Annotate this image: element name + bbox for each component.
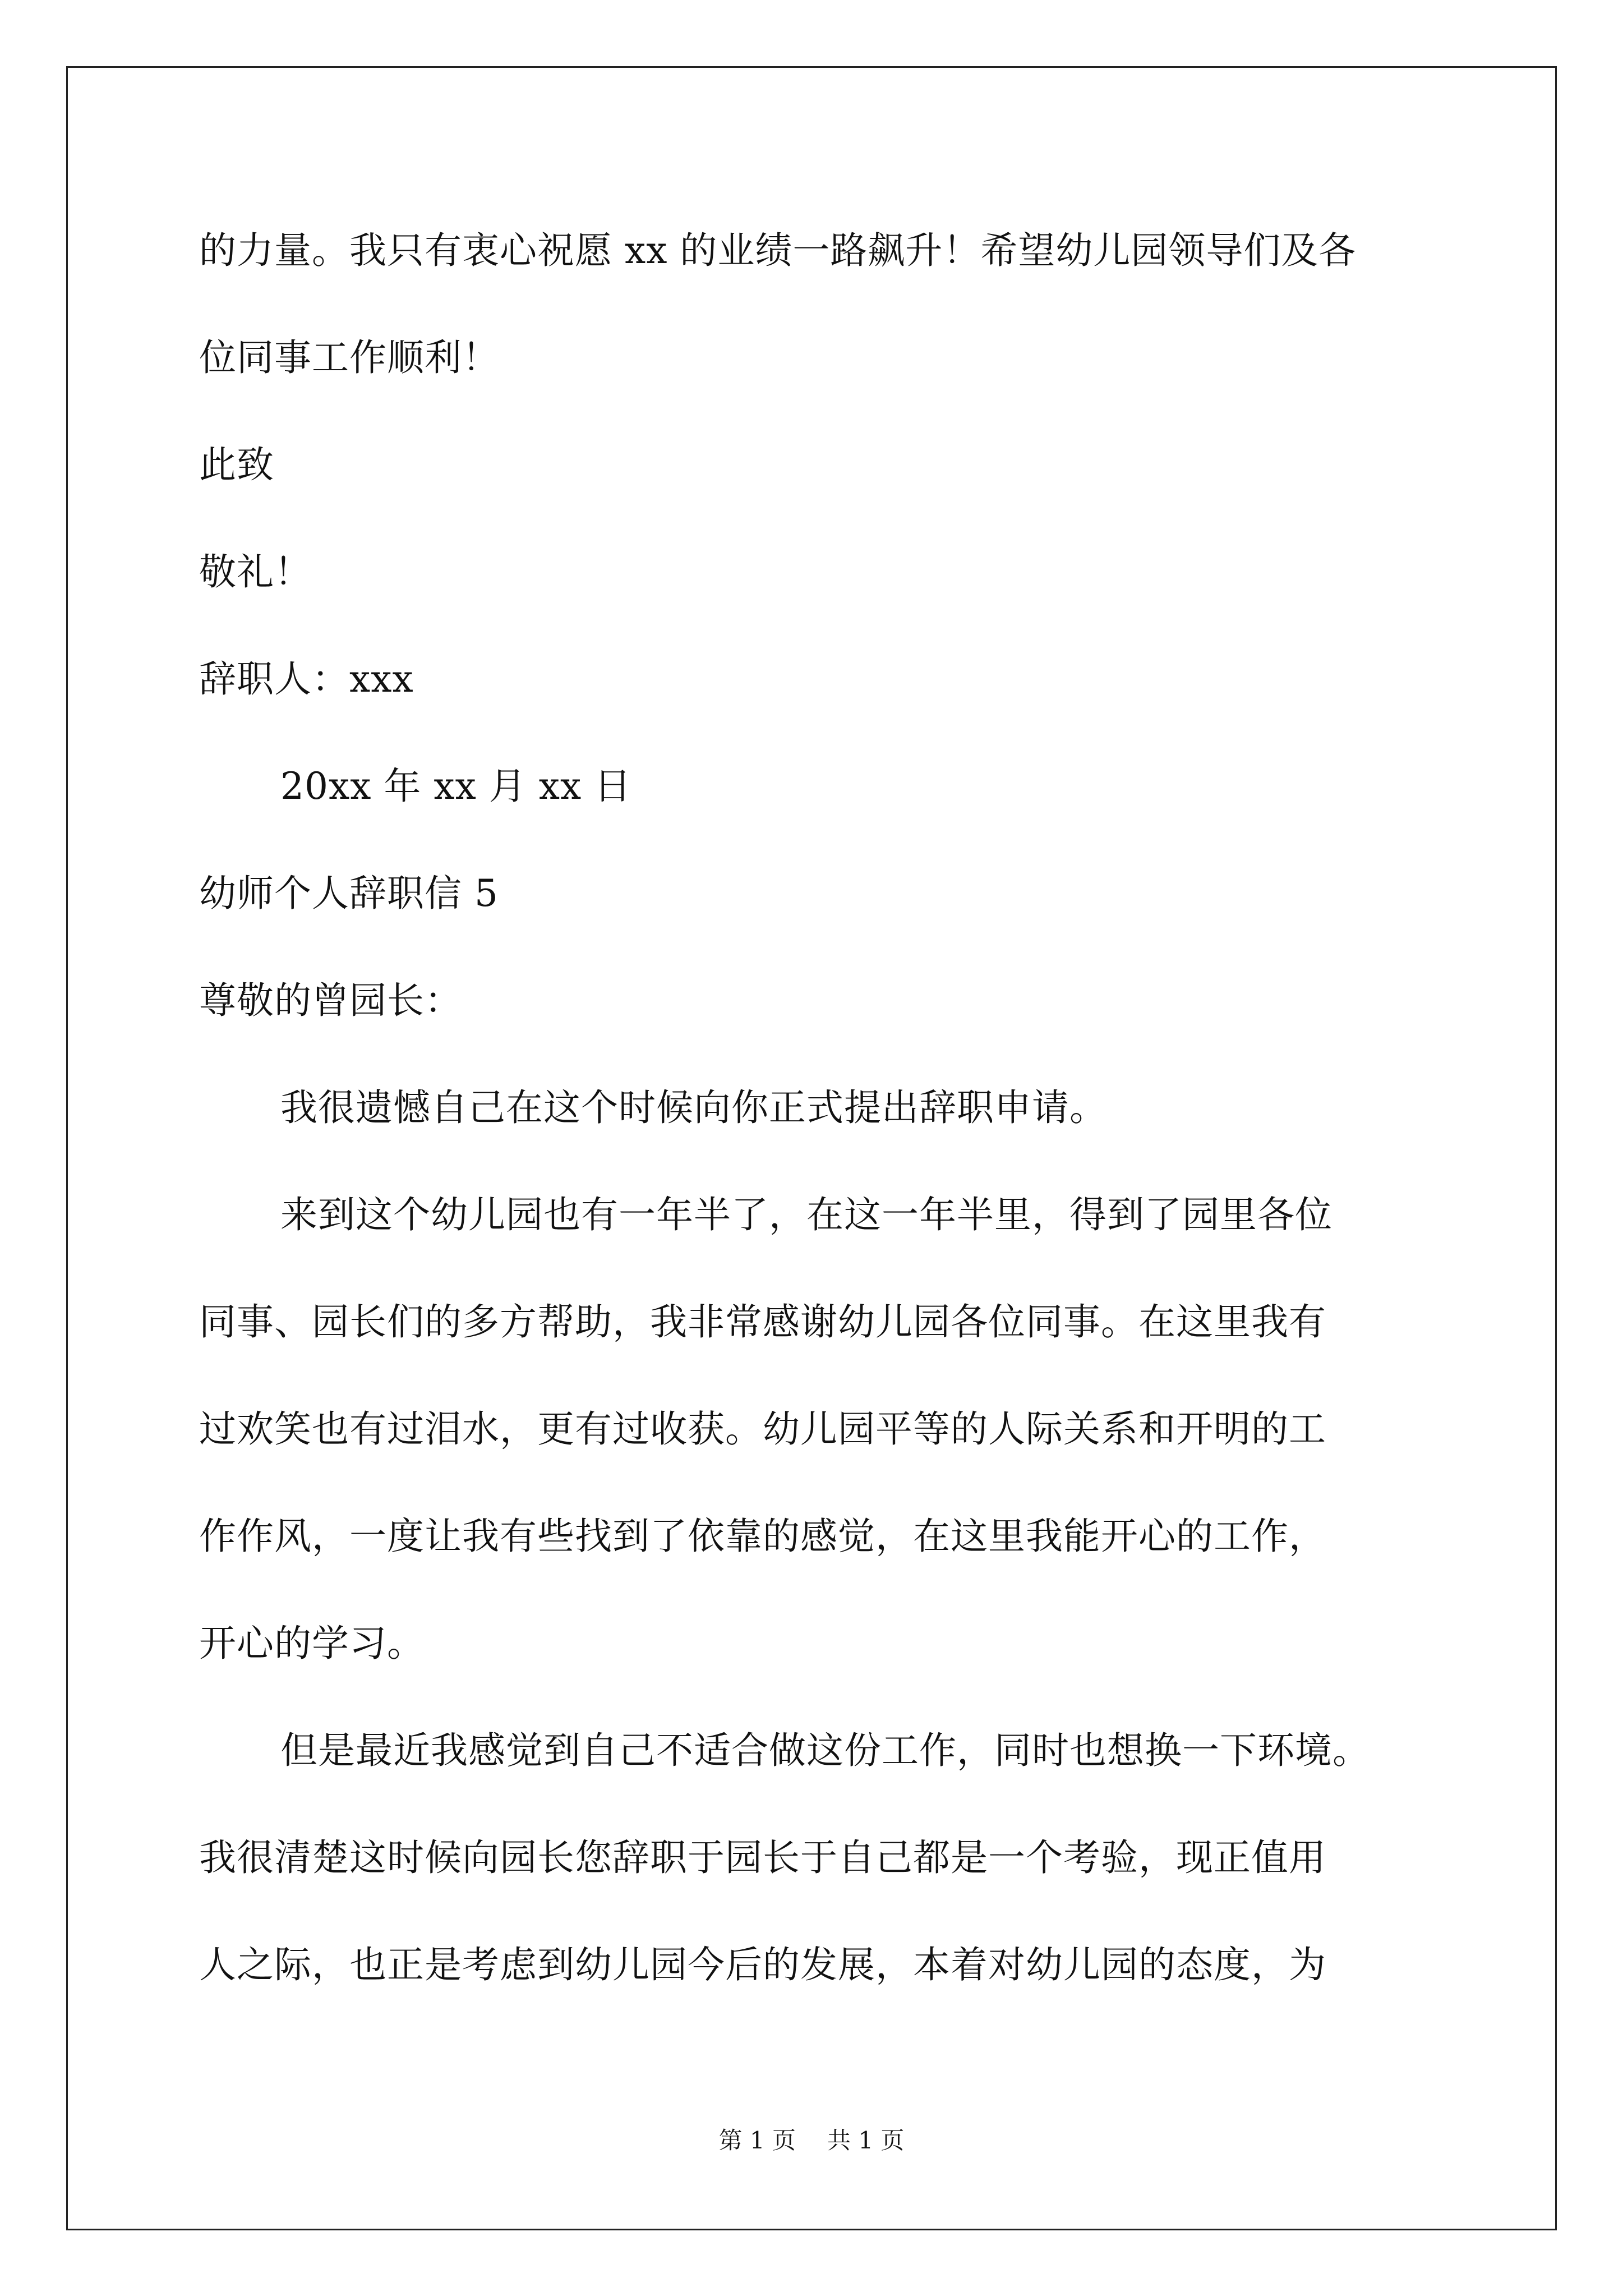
text-line-17: 人之际，也正是考虑到幼儿园今后的发展，本着对幼儿园的态度，为 <box>199 1943 1326 1986</box>
page-footer <box>0 2129 1623 2152</box>
text-line-6: 20xx 年 xx 月 xx 日 <box>280 765 632 808</box>
text-line-16: 我很清楚这时候向园长您辞职于园长于自己都是一个考验，现正值用 <box>199 1836 1326 1879</box>
text-line-9: 我很遗憾自己在这个时候向你正式提出辞职申请。 <box>280 1086 1107 1129</box>
text-line-2: 位同事工作顺利！ <box>199 336 500 379</box>
text-line-12: 过欢笑也有过泪水，更有过收获。幼儿园平等的人际关系和开明的工 <box>199 1407 1326 1451</box>
text-line-11: 同事、园长们的多方帮助，我非常感谢幼儿园各位同事。在这里我有 <box>199 1300 1326 1343</box>
text-line-7: 幼师个人辞职信 5 <box>199 872 499 915</box>
text-line-10: 来到这个幼儿园也有一年半了，在这一年半里，得到了园里各位 <box>280 1193 1332 1236</box>
text-line-5: 辞职人：xxx <box>199 657 414 701</box>
page-total: 共 1 页 <box>827 2127 905 2154</box>
text-line-4: 敬礼！ <box>199 550 312 593</box>
text-line-1: 的力量。我只有衷心祝愿 xx 的业绩一路飙升！希望幼儿园领导们及各 <box>199 229 1357 272</box>
text-line-13: 作作风，一度让我有些找到了依靠的感觉，在这里我能开心的工作， <box>199 1515 1326 1558</box>
text-line-3: 此致 <box>199 443 274 486</box>
text-line-14: 开心的学习。 <box>199 1622 425 1665</box>
page-number: 第 1 页 <box>718 2127 796 2154</box>
text-line-15: 但是最近我感觉到自己不适合做这份工作，同时也想换一下环境。 <box>280 1729 1370 1772</box>
page-border <box>66 66 1557 2230</box>
text-line-8: 尊敬的曾园长： <box>199 979 462 1022</box>
